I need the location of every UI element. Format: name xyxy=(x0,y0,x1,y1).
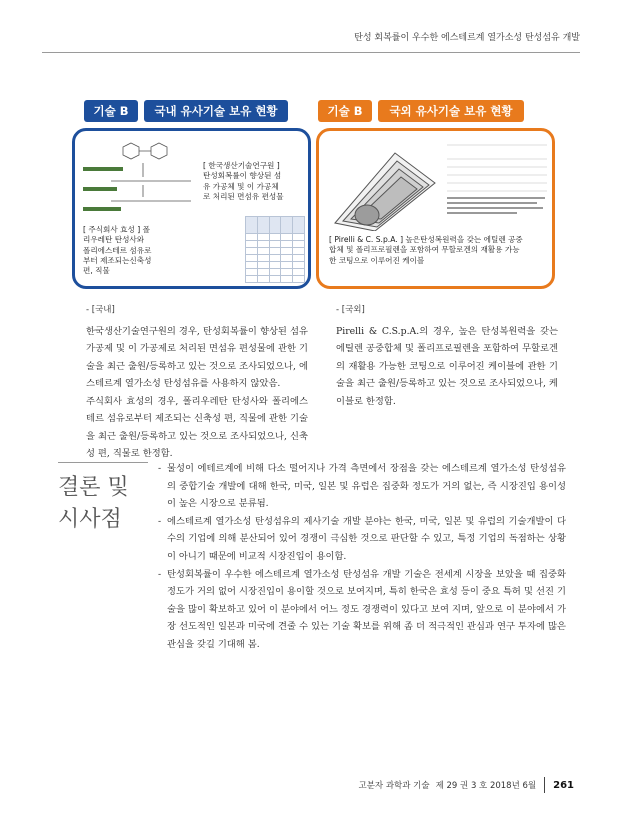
conclusion-heading xyxy=(58,472,148,536)
conclusion-bullet: - 물성이 에테르계에 비해 다소 떨어지나 가격 측면에서 장점을 갖는 에스테르계 열가소성 탄성섬유의 중합기술 개발에 대해 한국, 미국, 일본 및 유럽은 집중화 정도가 거의 없는, 즉 시장진입 용이성이 높은 시장으로 분류됨. xyxy=(158,463,566,510)
reaction-scheme-figure xyxy=(81,137,201,217)
foreign-panel xyxy=(316,128,555,289)
domestic-panel xyxy=(72,128,311,289)
conclusion-bullet: - 에스테르계 열가소성 탄성섬유의 제사기술 개발 분야는 한국, 미국, 일본 및 유럽의 기술개발이 다수의 기업에 의해 분산되어 있어 경쟁이 극심한 것으로 판단할 수 있고, 특정 기업의 독점하는 상황이 아니기 때문에 비교적 시장진입이 용이함. xyxy=(158,515,566,562)
journal-name: 고분자 과학과 기술 xyxy=(358,781,430,791)
left-tag-label: 기술 B xyxy=(84,100,138,122)
left-tag-title: 국내 유사기술 보유 현황 xyxy=(144,100,288,122)
conclusion-bullet: - 탄성회복률이 우수한 에스테르계 열가소성 탄성섬유 개발 기술은 전세계 시장을 보았을 때 집중화 정도가 거의 없어 시장진입이 용이할 것으로 보여지며, 특히 한국은 효성 등이 중요 특허 및 선진 기술을 많이 확보하고 있어 이 분야에서 어느 정도 경쟁력이 있다고 보여 지며, 앞으로 이 분야에서 가장 선도적인 일본과 미국에 견줄 수 있는 기술 확보를 위해 좀 더 적극적인 관심과 연구 투자에 많은 관심을 갖길 기대해 봄. xyxy=(158,568,566,650)
conclusion-heading-line1: 결론 및 xyxy=(58,475,129,500)
domestic-paragraph-1: 한국생산기술연구원의 경우, 탄성회복률이 향상된 섬유 가공제 및 이 가공제로 처리된 면섬유 편성물에 관한 기술을 최근 출원/등록하고 있는 것으로 조사되었으나, 에스테르계 열가소성 탄성섬유를 사용하지 않았음. xyxy=(86,325,308,389)
domestic-paragraph-2: 주식회사 효성의 경우, 폴리우레탄 탄성사와 폴리에스테르 섬유로부터 제조되는 신축성 편, 직물에 관한 기술을 최근 출원/등록하고 있는 것으로 조사되었으나, 신축성 편, 직물로 한정함. xyxy=(86,395,308,459)
right-tag-title: 국외 유사기술 보유 현황 xyxy=(378,100,524,122)
domestic-column xyxy=(86,302,308,463)
conclusion-bullets xyxy=(158,460,566,654)
conclusion-rule xyxy=(58,462,148,463)
properties-mini-table xyxy=(245,216,305,283)
cable-data-table-figure xyxy=(447,141,547,217)
header-rule xyxy=(42,52,580,53)
foreign-section-label: - [국외] xyxy=(336,305,365,315)
foreign-paragraph-1: Pirelli & C.S.p.A.의 경우, 높은 탄성복원력을 갖는 에틸렌 공중합체 및 폴리프로필렌을 포함하여 무할로겐의 재활용 가능한 코팅으로 이루어진 케이블에 관한 기술을 최근 출원/등록하고 있는 것으로 조사되었으나, 케이블로 한정함. xyxy=(336,325,558,407)
foreign-column xyxy=(336,302,558,410)
domestic-caption-hyosung: [ 주식회사 효성 ] 폴 리우레탄 탄성사와 폴리에스테르 섬유로 부터 제조되는신축성 편, 직물 xyxy=(83,225,152,275)
cable-cross-section-figure xyxy=(325,133,445,231)
footer-divider xyxy=(544,777,545,793)
foreign-caption-pirelli: [ Pirelli & C. S.p.A. ] 높은탄성복원력을 갖는 에틸렌 공중 합체 및 폴리프로필렌을 포함하여 무할로겐의 재활용 가능 한 코팅으로 이루어진 케이블 xyxy=(329,235,523,265)
domestic-caption-kitech: [ 한국생산기술연구원 ] 탄성회복률이 향상된 섬 유 가공체 및 이 가공체 로 처리된 면섬유 편성물 xyxy=(203,161,284,201)
conclusion-heading-line2: 시사점 xyxy=(58,507,122,532)
domestic-section-label: - [국내] xyxy=(86,305,115,315)
page-number: 261 xyxy=(553,779,574,791)
right-tag-label: 기술 B xyxy=(318,100,372,122)
running-header: 탄성 회복률이 우수한 에스테르계 열가소성 탄성섬유 개발 xyxy=(354,33,580,43)
journal-issue: 제 29 권 3 호 2018년 6월 xyxy=(435,781,537,791)
page-footer xyxy=(359,777,575,793)
